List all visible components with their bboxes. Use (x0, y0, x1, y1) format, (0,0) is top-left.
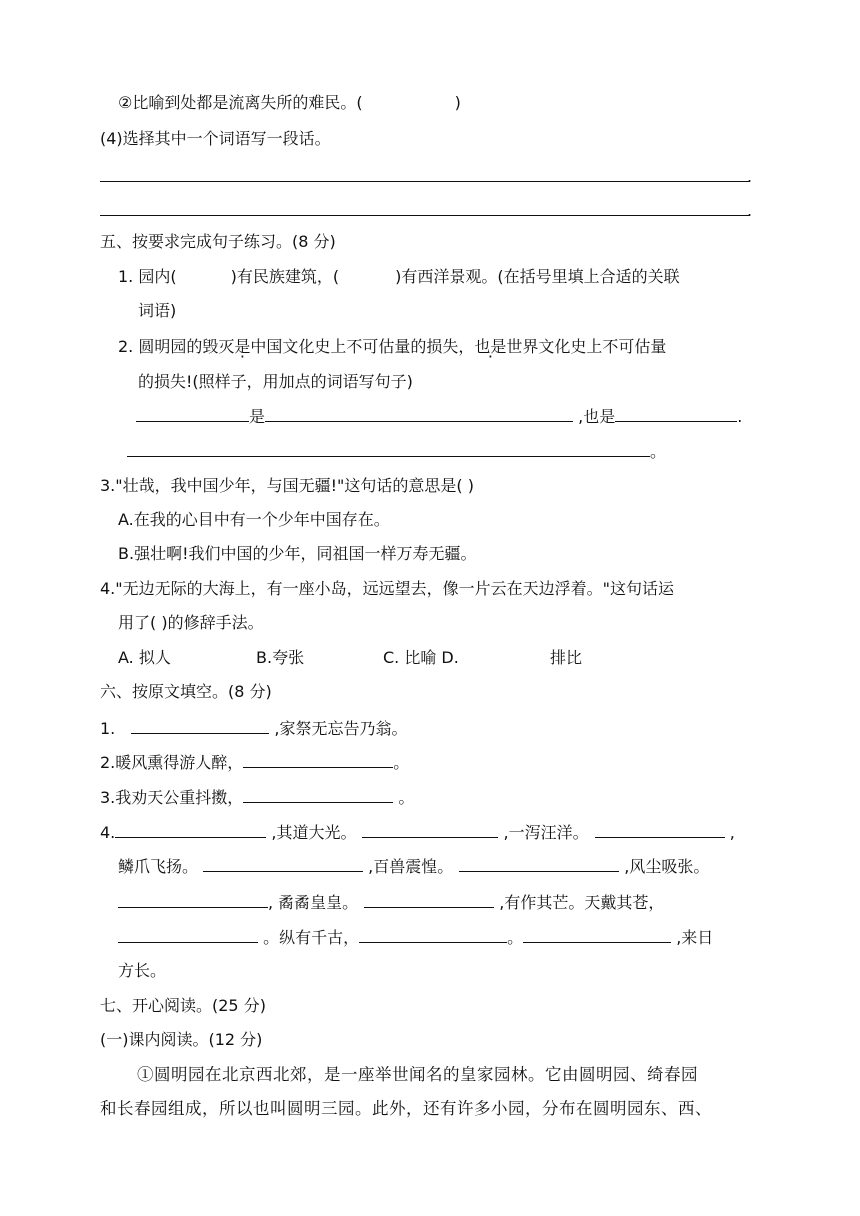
writing-line-1-dot: . (747, 167, 753, 186)
sec6-line-2 (100, 751, 409, 774)
sec6-line-4-c: , (724, 823, 735, 842)
sec5-q4-cont: 用了( )的修辞手法。 (118, 613, 264, 632)
sec5-q1-part-a: 1. 园内( (118, 267, 177, 286)
sec5-q3: 3."壮哉，我中国少年，与国无疆!"这句话的意思是( ) (100, 476, 474, 495)
sec6-blank-9[interactable] (118, 891, 268, 908)
sec5-q2-blank-3[interactable] (615, 405, 737, 422)
sec6-line-7 (118, 926, 713, 949)
sec6-line-7-c: ,来日 (671, 928, 714, 947)
sec5-q1 (118, 266, 680, 288)
sec5-q2-fill (136, 405, 742, 428)
sec5-q2-part-c: 世界文化史上不可估量 (506, 337, 667, 356)
sec6-line-7-b: 。 (507, 928, 524, 947)
sec5-q2-part-a: 2. 圆明园的毁灭 (118, 337, 235, 356)
writing-line-1[interactable] (100, 181, 750, 182)
sec5-q2-fill-period: 。 (650, 442, 667, 461)
sec5-q2-fill-shi: 是 (249, 407, 266, 426)
sec5-q1-part-b: )有民族建筑，( (230, 267, 340, 286)
sec6-line-5 (118, 855, 709, 878)
sec5-q2-dotted-2: 也是 (474, 337, 507, 356)
sec6-line-3-end: 。 (393, 788, 415, 807)
sec5-q2-part-b: 中国文化史上不可估量的损失， (250, 337, 475, 356)
sec5-q3-option-b[interactable]: B.强壮啊!我们中国的少年，同祖国一样万寿无疆。 (118, 544, 477, 563)
sec5-q2-fill-2 (127, 440, 666, 463)
sec6-blank-2[interactable] (243, 751, 393, 768)
sec5-q4-option-a[interactable]: A. 拟人 (118, 648, 171, 667)
sec6-line-4 (100, 821, 735, 844)
sec6-blank-1[interactable] (131, 717, 269, 734)
sec5-q2-dotted-1: 是 (234, 337, 251, 356)
sec6-blank-8[interactable] (459, 855, 619, 872)
sec5-q2-blank-1[interactable] (136, 405, 249, 422)
sec6-blank-7[interactable] (203, 855, 363, 872)
sec6-blank-6[interactable] (595, 821, 725, 838)
sec6-line-1-num: 1. (100, 719, 116, 738)
sec6-title: 六、按原文填空。(8 分) (100, 682, 272, 701)
sec5-q3-option-a[interactable]: A.在我的心目中有一个少年中国存在。 (118, 510, 390, 529)
sec6-blank-12[interactable] (359, 926, 507, 943)
sec6-blank-10[interactable] (364, 891, 494, 908)
sec5-q4: 4."无边无际的大海上，有一座小岛，远远望去，像一片云在天边浮着。"这句话运 (100, 579, 674, 598)
sec5-q4-option-c[interactable]: C. 比喻 D. (383, 648, 459, 667)
sec5-q2-fill-end: . (737, 407, 743, 426)
sec6-line-4-num: 4. (100, 823, 116, 842)
sec6-line-3-text: 3.我劝天公重抖擞， (100, 788, 244, 807)
sec5-q2-blank-2[interactable] (265, 405, 573, 422)
sec6-line-3 (100, 786, 414, 809)
sec5-q1-cont: 词语) (138, 301, 177, 320)
sec6-line-2-end: 。 (393, 753, 410, 772)
sec7-passage-line-1: ①圆明园在北京西北郊，是一座举世闻名的皇家园林。它由圆明园、绮春园 (137, 1065, 698, 1084)
sec6-line-1-text: ,家祭无忘告乃翁。 (269, 719, 408, 738)
sec7-subtitle: (一)课内阅读。(12 分) (100, 1030, 263, 1049)
sec6-blank-13[interactable] (523, 926, 671, 943)
sec5-q2-blank-4[interactable] (127, 440, 650, 457)
sec6-line-5-c: ,风尘吸张。 (619, 857, 710, 876)
sec7-title: 七、开心阅读。(25 分) (100, 996, 266, 1015)
sec4-item2 (118, 92, 461, 114)
sec6-blank-4[interactable] (115, 821, 266, 838)
sec4-q4: (4)选择其中一个词语写一段话。 (100, 129, 331, 148)
sec5-q4-option-d[interactable]: 排比 (550, 648, 583, 667)
sec5-q1-part-c: )有西洋景观。(在括号里填上合适的关联 (395, 267, 680, 286)
sec6-line-4-a: ,其道大光。 (266, 823, 357, 842)
sec6-line-6-b: ,有作其芒。天戴其苍， (494, 893, 665, 912)
sec6-line-6 (118, 891, 664, 914)
sec6-blank-3[interactable] (243, 786, 393, 803)
sec6-blank-11[interactable] (118, 926, 258, 943)
sec6-line-5-a: 鳞爪飞扬。 (118, 857, 199, 876)
sec6-line-5-b: ,百兽震惶。 (363, 857, 454, 876)
sec6-line-4-b: ,一泻汪洋。 (498, 823, 589, 842)
sec5-q2-fill-yeshi: ,也是 (573, 407, 616, 426)
sec6-blank-5[interactable] (362, 821, 498, 838)
sec5-q4-option-b[interactable]: B.夸张 (256, 648, 305, 667)
sec5-q2-cont: 的损失!(照样子，用加点的词语写句子) (138, 372, 413, 391)
sec4-item2-text: ②比喻到处都是流离失所的难民。( (118, 93, 363, 112)
sec6-line-8: 方长。 (118, 961, 167, 980)
sec4-item2-close: ) (454, 93, 461, 112)
sec6-line-6-a: , 矞矞皇皇。 (268, 893, 359, 912)
writing-line-2[interactable] (100, 215, 750, 216)
sec6-line-2-text: 2.暖风熏得游人醉， (100, 753, 244, 772)
sec5-title: 五、按要求完成句子练习。(8 分) (100, 232, 336, 251)
writing-line-2-dot: . (747, 201, 753, 220)
sec6-line-7-a: 。纵有千古， (258, 928, 360, 947)
sec5-q2 (118, 336, 666, 358)
sec7-passage-line-2: 和长春园组成，所以也叫圆明三园。此外，还有许多小园，分布在圆明园东、西、 (100, 1099, 712, 1118)
sec6-line-1 (100, 717, 407, 740)
